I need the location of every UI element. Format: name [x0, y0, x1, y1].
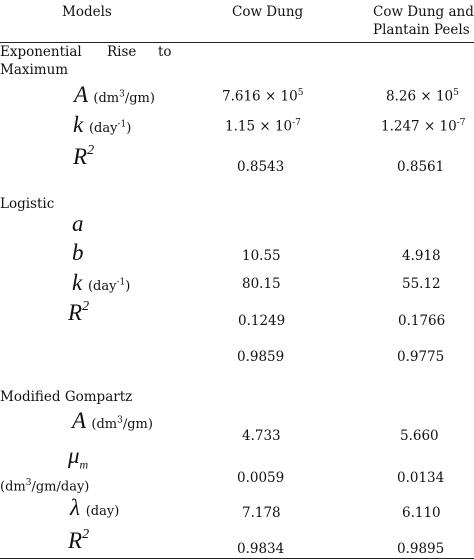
- log-row1-plantain: 4.918: [402, 248, 441, 264]
- gomp-A-label: A $(dm^3/gm)$: [72, 408, 153, 433]
- log-R2-label: $R^2$: [68, 299, 90, 325]
- log-row2-cow-dung: 80.15: [242, 276, 281, 292]
- log-row4-cow-dung: 0.9859: [237, 349, 285, 365]
- gomp-row3-cow-dung: 7.178: [242, 505, 281, 521]
- log-row3-plantain: 0.1766: [398, 313, 446, 329]
- gomp-mu-unit: $(dm^3/gm/day)$: [0, 478, 90, 495]
- section-gompertz-title: Modified Gompartz: [0, 389, 133, 405]
- log-row4-plantain: 0.9775: [397, 349, 445, 365]
- table-bottom-border: [0, 558, 474, 559]
- gomp-row2-cow-dung: 0.0059: [237, 470, 285, 486]
- header-cow-dung-plantain-line1: Cow Dung and: [373, 4, 474, 20]
- section-exponential-title-w3: to: [158, 44, 172, 60]
- gomp-row3-plantain: 6.110: [402, 505, 441, 521]
- log-a-label: a: [72, 211, 84, 236]
- gomp-row1-plantain: 5.660: [400, 428, 439, 444]
- gomp-row2-plantain: 0.0134: [397, 470, 445, 486]
- exp-k-label: k (day$^{-1}$): [73, 112, 132, 137]
- header-cow-dung-plantain-line2: Plantain Peels: [373, 22, 470, 38]
- exp-A-plantain: $8.26 \times 10^5$: [386, 88, 459, 105]
- log-b-label: b: [72, 240, 84, 265]
- section-exponential-title-w1: Exponential: [0, 44, 82, 60]
- gomp-lambda-label: λ (day): [70, 495, 120, 520]
- log-k-label: k (day$^{-1}$): [72, 270, 131, 295]
- header-models: Models: [62, 4, 112, 20]
- exp-R2-label: $R^2$: [73, 143, 95, 169]
- section-exponential-title-line2: Maximum: [0, 62, 69, 78]
- log-row1-cow-dung: 10.55: [242, 248, 281, 264]
- log-row3-cow-dung: 0.1249: [238, 313, 286, 329]
- exp-A-label: A $(dm^3/gm)$: [74, 82, 155, 107]
- log-row2-plantain: 55.12: [402, 276, 441, 292]
- gomp-row4-cow-dung: 0.9834: [237, 541, 285, 557]
- exp-k-plantain: $1.247 \times 10^{-7}$: [381, 118, 466, 135]
- gomp-R2-label: $R^2$: [68, 527, 90, 553]
- exp-A-cow-dung: $7.616 \times 10^5$: [222, 88, 304, 105]
- header-divider: [0, 42, 474, 43]
- section-exponential-title-w2: Rise: [107, 44, 137, 60]
- exp-R2-plantain: 0.8561: [397, 159, 445, 175]
- gomp-row4-plantain: 0.9895: [397, 541, 445, 557]
- gomp-row1-cow-dung: 4.733: [242, 428, 281, 444]
- gomp-mu-label: $\mu_m$: [68, 443, 89, 472]
- header-cow-dung: Cow Dung: [232, 4, 304, 20]
- section-logistic-title: Logistic: [0, 196, 55, 212]
- exp-R2-cow-dung: 0.8543: [237, 159, 285, 175]
- exp-k-cow-dung: $1.15 \times 10^{-7}$: [225, 118, 301, 135]
